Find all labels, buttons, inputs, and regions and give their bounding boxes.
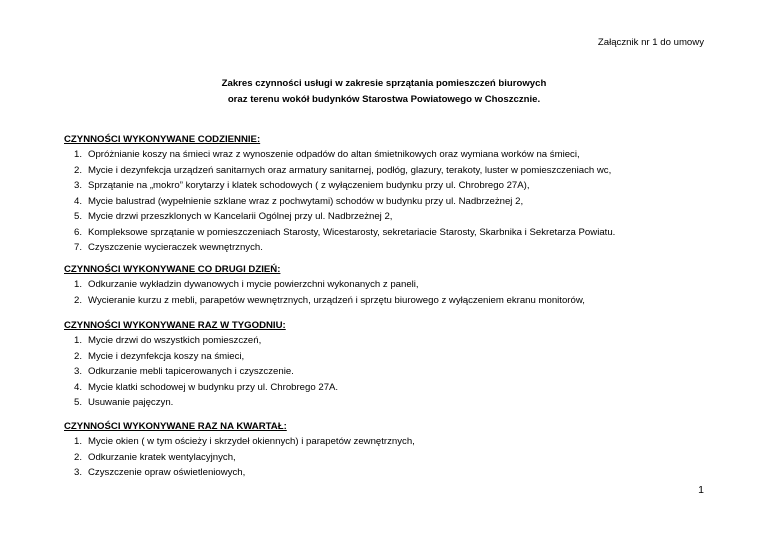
section-quarterly: [64, 419, 724, 481]
item-number: 2.: [74, 350, 83, 362]
document-title: [0, 76, 768, 108]
item-text: Mycie drzwi przeszklonych w Kancelarii Ogólnej przy ul. Nadbrzeżnej 2,: [88, 211, 393, 222]
attachment-label: Załącznik nr 1 do umowy: [597, 37, 704, 48]
item-number: 3.: [74, 180, 83, 191]
list-item: [64, 147, 724, 163]
item-number: 2.: [74, 164, 83, 176]
item-text: Czyszczenie wycieraczek wewnętrznych.: [88, 242, 263, 253]
section-heading: CZYNNOŚCI WYKONYWANE RAZ W TYGODNIU:: [64, 320, 286, 331]
list-item: [64, 450, 724, 466]
section-weekly: [64, 318, 724, 411]
page-number: 1: [698, 484, 704, 496]
list-item: [64, 364, 724, 380]
item-text: Mycie drzwi do wszystkich pomieszczeń,: [88, 335, 262, 346]
item-text: Usuwanie pajęczyn.: [88, 397, 174, 408]
item-text: Czyszczenie opraw oświetleniowych,: [88, 467, 246, 478]
item-number: 4.: [74, 195, 83, 207]
item-text: Mycie i dezynfekcja urządzeń sanitarnych oraz armatury sanitarnej, podłóg, glazury, terakoty, luster w pomieszczeniach wc,: [88, 164, 612, 176]
item-text: Kompleksowe sprzątanie w pomieszczeniach Starosty, Wicestarosty, sekretariacie Starosty, Skarbnika i Sekretarza Powiatu.: [88, 226, 616, 238]
item-number: 1.: [74, 149, 83, 160]
item-text: Odkurzanie mebli tapicerowanych i czyszczenie.: [88, 366, 294, 377]
item-text: Odkurzanie wykładzin dywanowych i mycie powierzchni wykonanych z paneli,: [88, 279, 419, 290]
task-list: [64, 277, 724, 308]
item-text: Wycieranie kurzu z mebli, parapetów wewnętrznych, urządzeń i sprzętu biurowego z wyłączeniem ekranu monitorów,: [88, 294, 585, 306]
item-number: 4.: [74, 381, 83, 393]
list-item: [64, 465, 724, 481]
item-text: Mycie balustrad (wypełnienie szklane wraz z pochwytami) schodów w budynku przy ul. Nadbrzeżnej 2,: [88, 195, 524, 207]
list-item: [64, 194, 724, 210]
list-item: [64, 333, 724, 349]
item-text: Opróżnianie koszy na śmieci wraz z wynoszenie odpadów do altan śmietnikowych oraz wymiana worków na śmieci,: [88, 149, 580, 160]
list-item: [64, 293, 724, 309]
list-item: [64, 163, 724, 179]
item-number: 5.: [74, 397, 83, 408]
section-heading: CZYNNOŚCI WYKONYWANE CODZIENNIE:: [64, 134, 261, 145]
item-number: 2.: [74, 294, 83, 306]
item-text: Sprzątanie na „mokro” korytarzy i klatek schodowych ( z wyłączeniem budynku przy ul. Chrobrego 27A),: [88, 180, 530, 191]
section-heading: CZYNNOŚCI WYKONYWANE RAZ NA KWARTAŁ:: [64, 421, 287, 432]
list-item: [64, 240, 724, 256]
section-every-other-day: [64, 262, 724, 308]
item-number: 7.: [74, 242, 83, 253]
item-text: Mycie i dezynfekcja koszy na śmieci,: [88, 350, 245, 362]
item-number: 5.: [74, 211, 83, 222]
item-text: Mycie okien ( w tym ościeży i skrzydeł okiennych) i parapetów zewnętrznych,: [88, 436, 415, 447]
list-item: [64, 380, 724, 396]
item-number: 6.: [74, 226, 83, 238]
list-item: [64, 434, 724, 450]
document-title-line-1: Zakres czynności usługi w zakresie sprzątania pomieszczeń biurowych: [221, 78, 547, 89]
item-text: Odkurzanie kratek wentylacyjnych,: [88, 451, 236, 463]
task-list: [64, 434, 724, 481]
item-number: 1.: [74, 279, 83, 290]
list-item: [64, 178, 724, 194]
list-item: [64, 277, 724, 293]
list-item: [64, 225, 724, 241]
item-text: Mycie klatki schodowej w budynku przy ul. Chrobrego 27A.: [88, 381, 339, 393]
task-list: [64, 147, 724, 256]
list-item: [64, 395, 724, 411]
list-item: [64, 209, 724, 225]
section-daily: [64, 132, 724, 256]
item-number: 1.: [74, 436, 83, 447]
item-number: 3.: [74, 366, 83, 377]
document-title-line-2: oraz terenu wokół budynków Starostwa Powiatowego w Choszcznie.: [227, 94, 541, 105]
list-item: [64, 349, 724, 365]
task-list: [64, 333, 724, 411]
item-number: 2.: [74, 451, 83, 463]
item-number: 3.: [74, 467, 83, 478]
item-number: 1.: [74, 335, 83, 346]
section-heading: CZYNNOŚCI WYKONYWANE CO DRUGI DZIEŃ:: [64, 264, 281, 275]
